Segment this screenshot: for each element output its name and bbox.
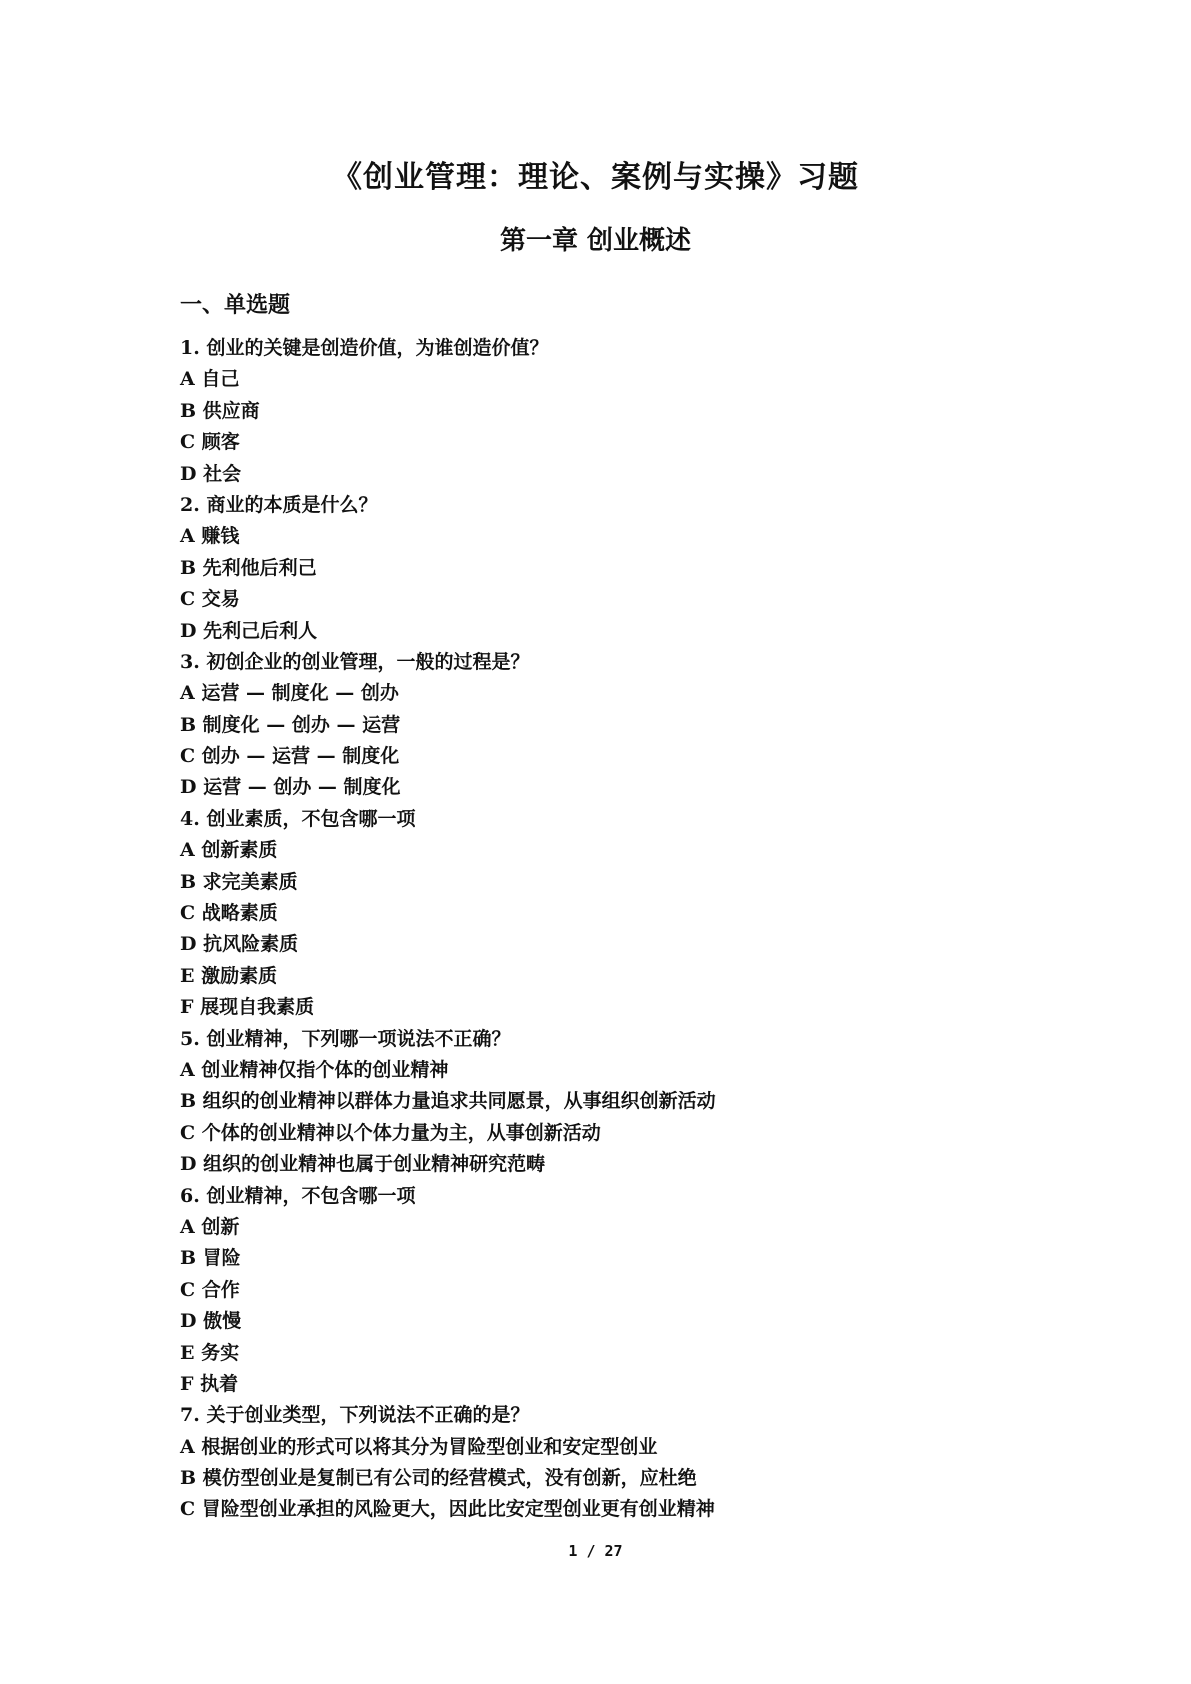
answer-option: D 组织的创业精神也属于创业精神研究范畴 <box>180 1153 546 1176</box>
answer-option: A 根据创业的形式可以将其分为冒险型创业和安定型创业 <box>180 1435 658 1458</box>
answer-option: A 自己 <box>180 368 240 391</box>
answer-option: D 社会 <box>180 462 242 485</box>
answer-option: C 合作 <box>180 1278 240 1301</box>
answer-option: C 创办 — 运营 — 制度化 <box>180 745 400 768</box>
answer-option: B 模仿型创业是复制已有公司的经营模式，没有创新，应杜绝 <box>180 1467 697 1490</box>
question-stem: 6. 创业精神，不包含哪一项 <box>180 1184 416 1207</box>
answer-option: B 冒险 <box>180 1247 241 1270</box>
question-stem: 4. 创业素质，不包含哪一项 <box>180 807 416 830</box>
question-stem: 7. 关于创业类型，下列说法不正确的是？ <box>180 1404 530 1427</box>
question-stem: 1. 创业的关键是创造价值，为谁创造价值？ <box>180 337 549 359</box>
answer-option: B 求完美素质 <box>180 870 298 893</box>
answer-option: A 运营 — 制度化 — 创办 <box>180 682 399 705</box>
answer-option: C 交易 <box>180 588 240 611</box>
answer-option: C 冒险型创业承担的风险更大，因此比安定型创业更有创业精神 <box>180 1498 715 1521</box>
question-list <box>180 333 1080 1526</box>
chapter-heading: 第一章 创业概述 <box>499 226 692 256</box>
section-heading: 一、单选题 <box>180 292 291 318</box>
question-stem: 5. 创业精神，下列哪一项说法不正确？ <box>180 1027 511 1050</box>
answer-option: B 组织的创业精神以群体力量追求共同愿景，从事组织创新活动 <box>180 1090 716 1113</box>
answer-option: D 傲慢 <box>180 1310 242 1333</box>
answer-option: A 创业精神仅指个体的创业精神 <box>180 1058 449 1081</box>
answer-option: D 抗风险素质 <box>180 933 299 956</box>
answer-option: D 运营 — 创办 — 制度化 <box>180 776 401 799</box>
answer-option: E 激励素质 <box>180 964 278 987</box>
answer-option: B 供应商 <box>180 399 260 422</box>
answer-option: A 创新 <box>180 1215 240 1238</box>
answer-option: A 创新素质 <box>180 839 278 862</box>
answer-option: C 战略素质 <box>180 902 278 925</box>
answer-option: F 执着 <box>180 1372 239 1395</box>
question-stem: 2. 商业的本质是什么？ <box>180 493 378 516</box>
answer-option: B 先利他后利己 <box>180 556 317 579</box>
page-number: 1 / 27 <box>568 1542 623 1560</box>
answer-option: E 务实 <box>180 1341 240 1364</box>
question-stem: 3. 初创企业的创业管理，一般的过程是？ <box>180 650 530 673</box>
answer-option: A 赚钱 <box>180 525 240 548</box>
answer-option: C 个体的创业精神以个体力量为主，从事创新活动 <box>180 1121 601 1144</box>
answer-option: F 展现自我素质 <box>180 996 315 1019</box>
answer-option: D 先利己后利人 <box>180 619 318 642</box>
answer-option: C 顾客 <box>180 431 240 454</box>
document-title: 《创业管理：理论、案例与实操》习题 <box>332 160 859 195</box>
answer-option: B 制度化 — 创办 — 运营 <box>180 713 401 736</box>
